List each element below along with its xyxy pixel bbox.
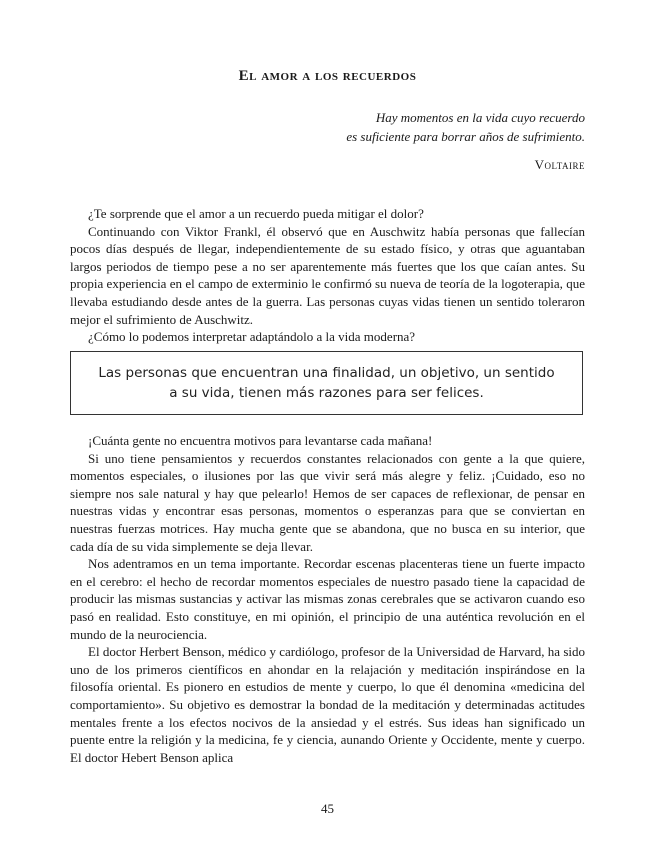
epigraph-author: Voltaire — [534, 157, 585, 172]
paragraph: ¡Cuánta gente no encuentra motivos para levantarse cada mañana! — [88, 433, 433, 448]
epigraph — [165, 108, 585, 146]
epigraph-line: es suficiente para borrar años de sufrimiento. — [346, 129, 585, 144]
paragraph: ¿Te sorprende que el amor a un recuerdo pueda mitigar el dolor? — [88, 206, 424, 221]
paragraph: El doctor Herbert Benson, médico y cardiólogo, profesor de la Universidad de Harvard, ha sido uno de los primeros científicos en ahondar en la relajación y meditación inspirándose en la filosofía oriental. Es pionero en estudios de mente y cuerpo, lo que él denomina «medicina del comportamiento». Su objetivo es demostrar la bondad de la meditación y determinadas actitudes mentales frente a los efectos nocivos de la ansiedad y el estrés. Sus ideas han significado un puente entre la religión y la medicina, fe y ciencia, aunando Oriente y Occidente, mente y cuerpo. El doctor Hebert Benson aplica — [70, 644, 585, 765]
epigraph-line: Hay momentos en la vida cuyo recuerdo — [375, 110, 585, 125]
paragraph: Continuando con Viktor Frankl, él observó que en Auschwitz había personas que fallecían pocos días después de llegar, independientemente de su estado físico, y otras que aguantaban largos periodos de tiempo pese a no ser aparentemente más fuertes que los que caían antes. Su propia experiencia en el campo de exterminio le confirmó su nueva de teoría de la logoterapia, que llevaba estudiando desde antes de la guerra. Las personas cuyas vidas tienen un sentido toleraron mejor el sufrimiento de Auschwitz. — [70, 223, 585, 327]
paragraph: Nos adentramos en un tema importante. Recordar escenas placenteras tiene un fuerte impacto en el cerebro: el hecho de recordar momentos especiales de nuestro pasado tiene la capacidad de producir las mismas sustancias y activar las mismas zonas cerebrales que se activaron cuando eso pasó en realidad. Esto constituye, en mi opinión, el principio de una auténtica revolución en el mundo de la neurociencia. — [70, 556, 585, 642]
page-number: 45 — [321, 801, 334, 816]
paragraph: ¿Cómo lo podemos interpretar adaptándolo a la vida moderna? — [88, 329, 416, 345]
body-text-before — [70, 205, 585, 346]
chapter-title: El amor a los recuerdos — [238, 68, 417, 84]
callout-text: Las personas que encuentran una finalidad, un objetivo, un sentido a su vida, tienen más razones para ser felices. — [98, 365, 555, 401]
callout-box — [70, 351, 583, 415]
paragraph: Si uno tiene pensamientos y recuerdos constantes relacionados con gente a la que quiere, momentos especiales, o ilusiones por las que vivir será más alegre y feliz. ¡Cuidado, eso no siempre nos sale natural y hay que pelearlo! Hemos de ser capaces de reflexionar, de pensar en nuestras vidas y encontrar esas personas, momentos o esperanzas para que se conviertan en nuestras fuerzas motrices. Hay mucha gente que se abandona, que no busca en su interior, que cada día de su vida simplemente se deja llevar. — [70, 450, 585, 554]
body-text-after — [70, 432, 585, 766]
